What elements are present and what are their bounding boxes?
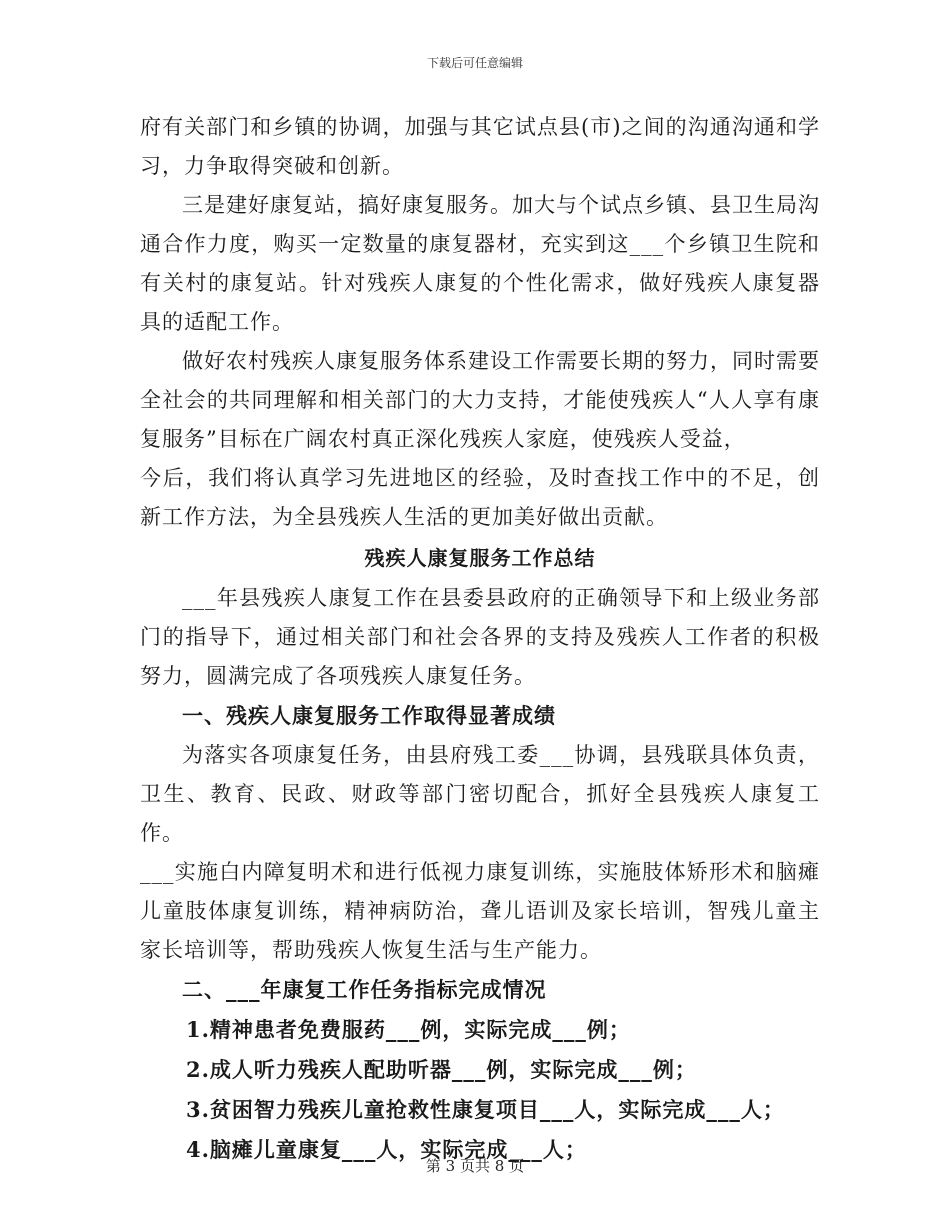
paragraph-2: 三是建好康复站，搞好康复服务。加大与个试点乡镇、县卫生局沟通合作力度，购买一定数量的康复器材，充实到这___个乡镇卫生院和有关村的康复站。针对残疾人康复的个性化需求，做好残疾人康复器具的适配工作。 — [140, 193, 820, 334]
document-body — [140, 108, 820, 1170]
list-item-4: 4.脑瘫儿童康复___人，实际完成___人； — [186, 1137, 587, 1162]
page-header: 下载后可任意编辑 — [426, 56, 523, 70]
page-footer: 第 3 页共 8 页 — [425, 1157, 525, 1175]
paragraph-1: 府有关部门和乡镇的协调，加强与其它试点县(市)之间的沟通沟通和学习，力争取得突破和创新。 — [140, 115, 820, 178]
paragraph-3: 做好农村残疾人康复服务体系建设工作需要长期的努力，同时需要全社会的共同理解和相关部门的大力支持，才能使残疾人“人人享有康复服务”目标在广阔农村真正深化残疾人家庭，使残疾人受益， — [140, 349, 820, 451]
list-item-2: 2.成人听力残疾人配助听器___例，实际完成___例； — [186, 1057, 697, 1082]
list-item-1: 1.精神患者免费服药___例，实际完成___例； — [186, 1017, 631, 1042]
list-item-3: 3.贫困智力残疾儿童抢救性康复项目___人，实际完成___人； — [186, 1097, 785, 1122]
paragraph-5: ___年县残疾人康复工作在县委县政府的正确领导下和上级业务部门的指导下，通过相关部门和社会各界的支持及残疾人工作者的积极努力，圆满完成了各项残疾人康复任务。 — [140, 586, 820, 688]
paragraph-6: 为落实各项康复任务，由县府残工委___协调，县残联具体负责，卫生、教育、民政、财政等部门密切配合，抓好全县残疾人康复工作。 — [140, 743, 820, 845]
section-title: 残疾人康复服务工作总结 — [364, 546, 596, 570]
heading-1: 一、残疾人康复服务工作取得显著成绩 — [182, 703, 556, 728]
paragraph-7: ___实施白内障复明术和进行低视力康复训练，实施肢体矫形术和脑瘫儿童肢体康复训练，精神病防治，聋儿语训及家长培训，智残儿童主家长培训等，帮助残疾人恢复生活与生产能力。 — [140, 860, 820, 962]
heading-2: 二、___年康复工作任务指标完成情况 — [182, 977, 547, 1002]
paragraph-4: 今后，我们将认真学习先进地区的经验，及时查找工作中的不足，创新工作方法，为全县残疾人生活的更加美好做出贡献。 — [140, 466, 820, 529]
